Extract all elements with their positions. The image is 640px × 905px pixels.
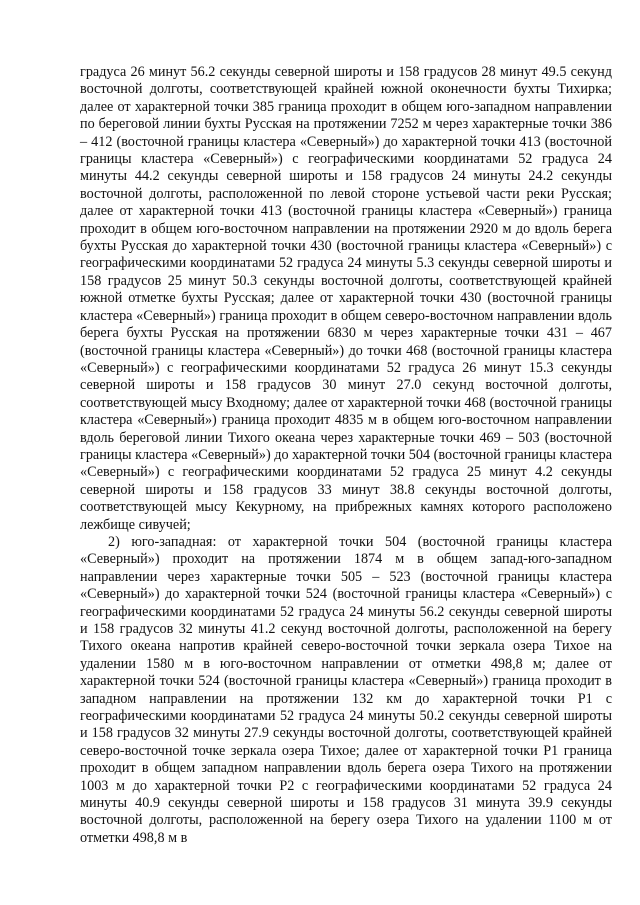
paragraph-boundary-continuation: градуса 26 минут 56.2 секунды северной широты и 158 градусов 28 минут 49.5 секунд восточной долготы, соответствующей крайней южной оконечности бухты Тихирка; далее от характерной точки 385 граница проходит в общем юго-западном направлении по береговой линии бухты Русская на протяжении 7252 м через характерные точки 386 – 412 (восточной границы кластера «Северный») до характерной точки 413 (восточной границы кластера «Северный») с географическими координатами 52 градуса 24 минуты 44.2 секунды северной широты и 158 градусов 24 минуты 24.2 секунды восточной долготы, расположенной по левой стороне устьевой части реки Русская; далее от характерной точки 413 (восточной границы кластера «Северный») граница проходит в общем юго-восточном направлении на протяжении 2920 м до вдоль берега бухты Русская до характерной точки 430 (восточной границы кластера «Северный») с географическими координатами 52 градуса 24 минуты 5.3 секунды северной широты и 158 градусов 25 минут 50.3 секунды восточной долготы, соответствующей крайней южной отметке бухты Русская; далее от характерной точки 430 (восточной границы кластера «Северный») граница проходит в общем северо-восточном направлении вдоль берега бухты Русская на протяжении 6830 м через характерные точки 431 – 467 (восточной границы кластера «Северный») до точки 468 (восточной границы кластера «Северный») с географическими координатами 52 градуса 26 минут 15.3 секунды северной широты и 158 градусов 30 минут 27.0 секунд восточной долготы, соответствующей мысу Входному; далее от характерной точки 468 (восточной границы кластера «Северный») граница проходит 4835 м в общем юго-восточном направлении вдоль береговой линии Тихого океана через характерные точки 469 – 503 (восточной границы кластера «Северный») до характерной точки 504 (восточной границы кластера «Северный») с географическими координатами 52 градуса 25 минут 4.2 секунды северной широты и 158 градусов 33 минут 38.8 секунды восточной долготы, соответствующей мысу Кекурному, на прибрежных камнях которого расположено лежбище сивучей; (80, 64, 612, 533)
document-page (80, 64, 612, 847)
paragraph-southwest-boundary: 2) юго-западная: от характерной точки 504 (восточной границы кластера «Северный») проходит на протяжении 1874 м в общем запад-юго-западном направлении через характерные точки 505 – 523 (восточной границы кластера «Северный») до характерной точки 524 (восточной границы кластера «Северный») с географическими координатами 52 градуса 24 минуты 56.2 секунды северной широты и 158 градусов 32 минуты 41.2 секунд восточной долготы, расположенной на берегу Тихого океана напротив крайней северо-восточной точки зеркала озера Тихое на удалении 1580 м в юго-восточном направлении от отметки 498,8 м; далее от характерной точки 524 (восточной границы кластера «Северный») граница проходит в западном направлении на протяжении 132 км до характерной точки Р1 с географическими координатами 52 градуса 24 минуты 50.2 секунды северной широты и 158 градусов 32 минуты 27.9 секунды восточной долготы, соответствующей крайней северо-восточной точке зеркала озера Тихое; далее от характерной точки Р1 граница проходит в общем западном направлении вдоль берега озера Тихого на протяжении 1003 м до характерной точки Р2 с географическими координатами 52 градуса 24 минуты 40.9 секунды северной широты и 158 градусов 31 минута 39.9 секунды восточной долготы, расположенной на берегу озера Тихого на удалении 1100 м от отметки 498,8 м в (80, 533, 612, 846)
